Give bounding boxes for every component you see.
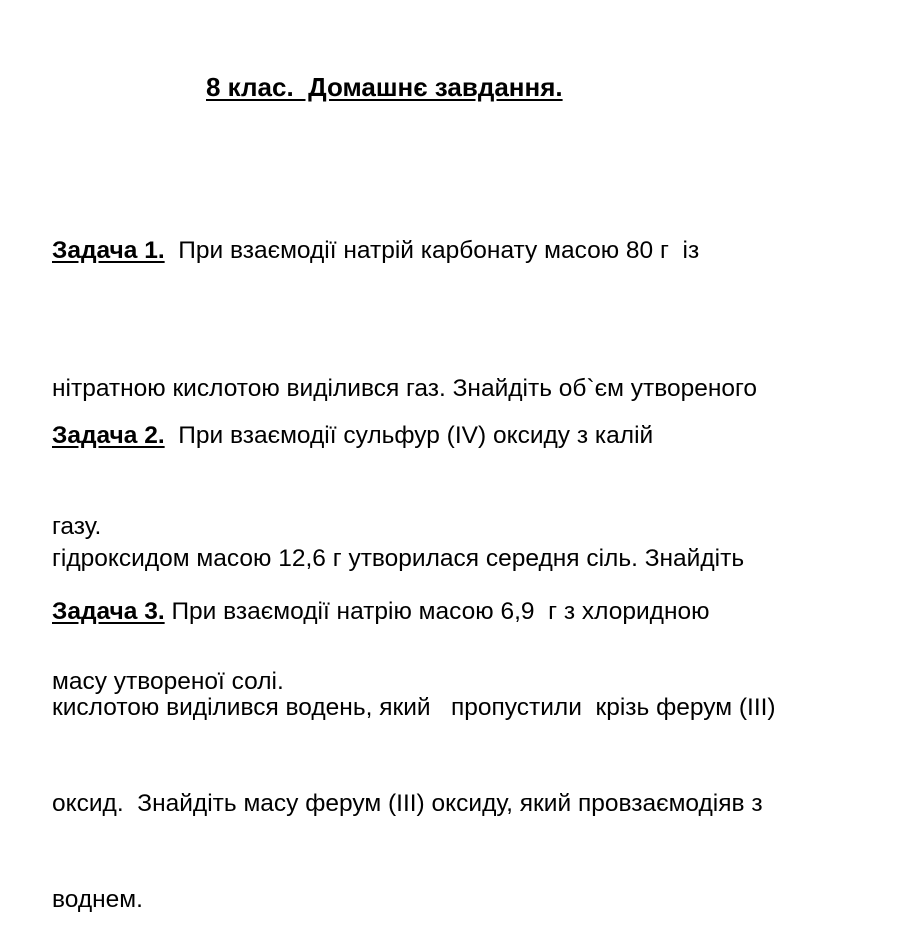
task-3-text-4: воднем. bbox=[52, 886, 143, 913]
task-2-label: Задача 2. bbox=[52, 422, 165, 449]
task-3-text-2: кислотою виділився водень, який пропустили крізь ферум (III) bbox=[52, 694, 776, 721]
task-2-line-1 bbox=[52, 415, 892, 456]
task-2-text-1: При взаємодії сульфур (IV) оксиду з калій bbox=[164, 422, 654, 449]
task-3-label: Задача 3. bbox=[52, 598, 165, 625]
task-1-label: Задача 1. bbox=[52, 237, 165, 264]
task-2-text-2: гідроксидом масою 12,6 г утворилася середня сіль. Знайдіть bbox=[52, 545, 745, 572]
task-3 bbox=[52, 532, 892, 948]
task-1-text-3: газу. bbox=[52, 513, 102, 540]
page-title: 8 клас. Домашнє завдання. bbox=[206, 72, 563, 102]
task-3-line-1 bbox=[52, 596, 892, 628]
task-1-text-1: При взаємодії натрій карбонату масою 80 г із bbox=[164, 237, 700, 264]
task-1-text-2: нітратною кислотою виділився газ. Знайдіть об`єм утвореного bbox=[52, 375, 758, 402]
task-2-text-3: масу утвореної солі. bbox=[52, 668, 284, 695]
task-3-text-3: оксид. Знайдіть масу ферум (III) оксиду, який провзаємодіяв з bbox=[52, 790, 763, 817]
task-3-text-1: При взаємодії натрію масою 6,9 г з хлоридною bbox=[164, 598, 710, 625]
task-1-line-1 bbox=[52, 228, 892, 274]
